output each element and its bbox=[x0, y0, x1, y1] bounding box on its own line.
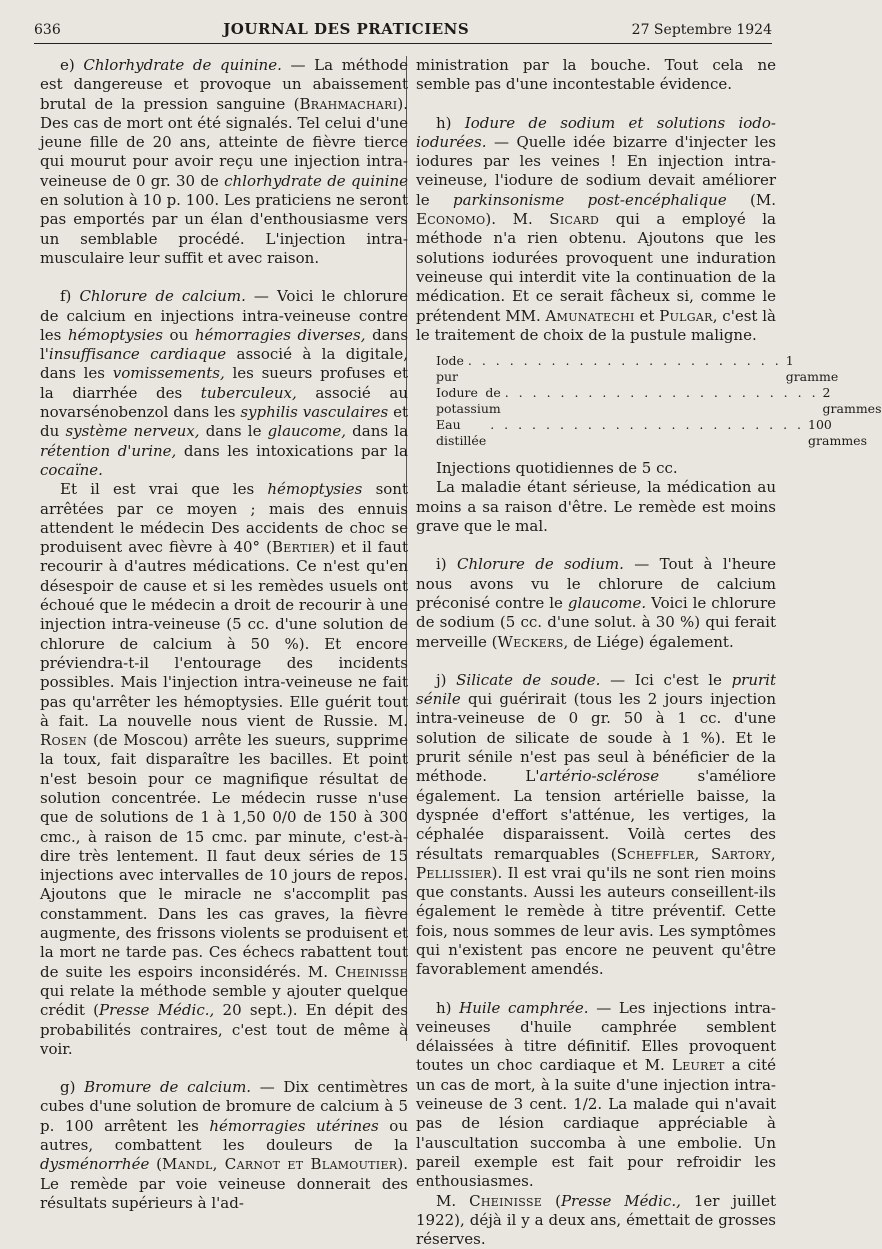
section-title: Chlorure de sodium. bbox=[457, 555, 624, 574]
text: dans l' bbox=[40, 325, 409, 364]
text: ou bbox=[162, 325, 195, 344]
term: glaucome, bbox=[267, 422, 346, 441]
section-label: h) bbox=[436, 998, 460, 1017]
section-label: i) bbox=[436, 555, 458, 574]
author-name: Rosen bbox=[40, 731, 88, 750]
term: insuffisance cardiaque bbox=[48, 345, 227, 364]
section-label: h) bbox=[436, 113, 465, 132]
author-name: Bertier bbox=[271, 538, 330, 557]
section-g bbox=[40, 1078, 408, 1213]
text: ). Des cas de mort ont été signalés. Tel celui d'une jeune fille de 20 ans, atteinte de fièvre tierce qui mourut pour avoir reçu une injection intra-veineuse de 0 gr. 30 de bbox=[40, 94, 408, 190]
text: — Voici le chlorure de calcium en injections intra-veineuse contre les bbox=[40, 287, 408, 344]
comment-paragraph: La maladie étant sérieuse, la médication au moins a sa raison d'être. Le remède est moins grave que le mal. bbox=[416, 478, 776, 536]
author-name: Weckers bbox=[497, 632, 564, 651]
drug-name: chlorhydrate de quinine bbox=[224, 171, 409, 190]
section-h-iodure bbox=[416, 114, 776, 346]
journal-reference: Presse Médic., bbox=[99, 1001, 215, 1020]
term: tuberculeux, bbox=[200, 383, 297, 402]
text: , de Liége) également. bbox=[563, 632, 734, 651]
issue-date: 27 Septembre 1924 bbox=[631, 22, 772, 38]
header-rule bbox=[34, 43, 772, 44]
author-name: Cheinisse bbox=[334, 962, 408, 981]
right-column bbox=[416, 56, 882, 1249]
left-column bbox=[40, 56, 408, 1213]
author-name: Scheffler, Sartory, Pellissier bbox=[416, 844, 776, 882]
text: (de Moscou) arrête les sueurs, supprime la toux, fait disparaître les bacilles. Et point n'est besoin pour ce magnifique résultat de solution concentrée. Le médecin russe n'use que de solutions de 1 à 1,50 0/0 de 150 à 300 cmc., à raison de 15 cmc. par minute, c'est-à-dire très lentement. Il faut deux séries de 15 injections avec intervalles de 10 jours de repos. Ajoutons que le miracle ne s'accomplit pas constamment. Dans les cas graves, la fièvre augmente, des frissons violents se produisent et la mort ne tarde pas. Ces échecs rabattent tout de suite les espoirs inconsidérés. M. bbox=[40, 731, 408, 981]
section-label: e) bbox=[60, 56, 84, 74]
term: hémoptysies bbox=[67, 325, 163, 344]
leader-dots: . . . . . . . . . . . . . . . . . . . . . . . bbox=[490, 417, 805, 433]
section-g-continued: ministration par la bouche. Tout cela ne semble pas d'une incontestable évidence. bbox=[416, 56, 776, 94]
text: qui guérirait (tous les 2 jours injection intra-veineuse de 0 gr. 50 à 1 cc. d'une solution de silicate de soude à 1 %). Et le prurit sénile n'est pas seul à bénéficier de la méthode. L' bbox=[416, 690, 776, 786]
text: ( bbox=[149, 1155, 163, 1174]
section-title: Huile camphrée. bbox=[459, 998, 589, 1017]
leader-dots: . . . . . . . . . . . . . . . . . . . . . . . bbox=[504, 385, 819, 401]
section-f-paragraph-2 bbox=[40, 480, 408, 1059]
text: ou autres, combattent les douleurs de la bbox=[40, 1116, 408, 1155]
text: a cité un cas de mort, à la suite d'une injection intra-veineuse de 3 cent. 1/2. La malade qui n'avait pas de lésion cardiaque appréciable à l'auscultation succomba à une embolie. Un pareil exemple est fait pour refroidir les enthousiasmes. bbox=[416, 1056, 776, 1191]
text: et bbox=[634, 306, 660, 325]
author-name: Sicard bbox=[549, 210, 600, 229]
term: cocaïne. bbox=[40, 460, 103, 479]
text: — Ici c'est le bbox=[600, 670, 732, 689]
author-name: Mandl, Carnot et Blamoutier bbox=[162, 1155, 398, 1174]
ingredient-quantity: 1 gramme bbox=[785, 353, 839, 385]
text: s'améliore également. La tension artérielle baisse, la dyspnée d'effort s'atténue, les vertiges, la céphalée disparaissent. Voilà certes des résultats remarquables ( bbox=[416, 767, 776, 863]
text: Et il est vrai que les bbox=[60, 480, 268, 499]
text: ) et il faut recourir à d'autres médications. Ce n'est qu'en désespoir de cause et si les remèdes usuels ont échoué que le médecin a droit de recourir à une injection intra-veineuse (5 cc. d'une solution de chlorure de calcium à 50 %). Et encore préviendra-t-il l'entourage des incidents possibles. Mais l'injection intra-veineuse ne fait pas qu'arrêter les hémoptysies. Elle guérit tout à fait. La nouvelle nous vient de Russie. M. bbox=[40, 538, 408, 730]
term: rétention d'urine, bbox=[40, 441, 177, 460]
text: ( bbox=[542, 1191, 561, 1210]
text: sont arrêtées par ce moyen ; mais des ennuis attendent le médecin Des accidents de choc se produisent avec fièvre à 40° ( bbox=[40, 480, 408, 557]
formula-row bbox=[436, 385, 882, 417]
text: et du bbox=[40, 403, 408, 441]
ingredient-name: Eau distillée bbox=[436, 417, 487, 449]
term: hémorragies diverses, bbox=[194, 325, 366, 344]
section-title: Iodure de sodium et solutions iodo-iodurées. bbox=[416, 113, 776, 151]
text: associé au novarsénobenzol dans les bbox=[40, 383, 408, 422]
author-name: Economo bbox=[416, 210, 486, 229]
ingredient-quantity: 100 grammes bbox=[808, 417, 867, 449]
section-h-huile bbox=[416, 999, 776, 1192]
text: — La méthode est dangereuse et provoque un abaissement brutal de la pression sanguine ( bbox=[40, 56, 408, 113]
text: — Quelle idée bizarre d'injecter les iodures par les veines ! En injection intra-veineuse, l'iodure de sodium devait améliorer le bbox=[416, 132, 776, 209]
section-title: Bromure de calcium. bbox=[84, 1078, 252, 1097]
author-name: Pulgar bbox=[659, 306, 713, 325]
text: M. bbox=[436, 1191, 470, 1210]
text: Voici le chlorure de sodium (5 cc. d'une solut. à 30 %) qui ferait merveille ( bbox=[416, 593, 776, 651]
author-name: Amunatechi bbox=[545, 306, 635, 325]
text: ). Il est vrai qu'ils ne sont rien moins que constants. Aussi les auteurs conseillent-ils également le remède à titre préventif. Cette fois, nous sommes de leur avis. Les symptômes qui n'existent pas encore ne peuvent qu'être favorablement amendés. bbox=[416, 863, 776, 979]
text: qui a employé la méthode n'a rien obtenu. Ajoutons que les solutions iodurées provoquent une induration veineuse qui interdit vite la continuation de la médication. Et ce serait fâcheux si, comme le prétendent MM. bbox=[416, 210, 776, 325]
term: dysménorrhée bbox=[40, 1155, 150, 1174]
section-f bbox=[40, 287, 408, 480]
text: dans le bbox=[199, 422, 268, 441]
text: associé à la digitale, dans les bbox=[40, 345, 408, 383]
text: , c'est là le traitement de choix de la pustule maligne. bbox=[416, 306, 776, 344]
section-label: j) bbox=[436, 670, 457, 689]
term: artério-sclérose bbox=[539, 767, 660, 786]
author-name: Leuret bbox=[671, 1056, 725, 1075]
ingredient-name: Iodure de potassium bbox=[436, 385, 501, 417]
text: (M. bbox=[726, 190, 776, 209]
section-title: Silicate de soude. bbox=[456, 670, 601, 689]
ingredient-quantity: 2 grammes bbox=[822, 385, 882, 417]
section-title: Chlorhydrate de quinine. bbox=[83, 56, 282, 74]
text: en solution à 10 p. 100. Les praticiens ne seront pas emportés par un élan d'enthousiasme vers un semblable procédé. L'injection intra-musculaire leur suffit et avec raison. bbox=[40, 191, 408, 267]
section-i bbox=[416, 555, 776, 651]
text: — Dix centimètres cubes d'une solution de bromure de calcium à 5 p. 100 arrêtent les bbox=[40, 1078, 408, 1135]
formula-row bbox=[436, 417, 867, 449]
section-e bbox=[40, 56, 408, 268]
text: — Tout à l'heure nous avons vu le chlorure de calcium préconisé contre le bbox=[416, 555, 777, 612]
term: vomissements, bbox=[112, 364, 225, 383]
dosage-note: Injections quotidiennes de 5 cc. bbox=[436, 459, 678, 478]
term: hémorragies utérines bbox=[209, 1116, 379, 1135]
author-name: Cheinisse bbox=[469, 1191, 543, 1210]
author-name: Brahmachari bbox=[299, 94, 398, 113]
text: dans la bbox=[345, 422, 409, 441]
text: dans les intoxications par la bbox=[176, 441, 408, 460]
formula-table bbox=[436, 353, 882, 449]
text: ). M. bbox=[485, 210, 550, 229]
text: les sueurs profuses et la diarrhée des bbox=[40, 364, 408, 402]
text: 20 sept.). En dépit des probabilités contraires, c'est tout de même à voir. bbox=[40, 1001, 408, 1058]
section-label: f) bbox=[60, 287, 80, 306]
term: glaucome. bbox=[567, 593, 647, 612]
section-h-huile-paragraph-2 bbox=[416, 1192, 776, 1249]
term: syphilis vasculaires bbox=[240, 403, 389, 422]
term: parkinsonisme post-encéphalique bbox=[452, 190, 727, 209]
ingredient-name: Iode pur bbox=[436, 353, 464, 385]
term: prurit sénile bbox=[416, 670, 776, 709]
section-j bbox=[416, 671, 776, 980]
page-number: 636 bbox=[34, 22, 61, 38]
journal-reference: Presse Médic., bbox=[560, 1191, 681, 1210]
journal-title: JOURNAL DES PRATICIENS bbox=[223, 20, 470, 38]
text: 1er juillet 1922), déjà il y a deux ans, émettait de grosses réserves. bbox=[416, 1191, 776, 1249]
term: hémoptysies bbox=[267, 480, 363, 499]
running-header bbox=[34, 20, 772, 42]
section-label: g) bbox=[60, 1078, 85, 1097]
text: ). Le remède par voie veineuse donnerait des résultats supérieurs à l'ad- bbox=[40, 1155, 408, 1212]
formula-row bbox=[436, 353, 839, 385]
term: système nerveux, bbox=[65, 422, 200, 441]
text: qui relate la méthode semble y ajouter quelque crédit ( bbox=[40, 981, 408, 1020]
text: — Les injections intra-veineuses d'huile camphrée semblent délaissées à titre définitif. Elles provoquent toutes un choc cardiaque et M. bbox=[416, 998, 776, 1075]
section-title: Chlorure de calcium. bbox=[79, 287, 246, 306]
leader-dots: . . . . . . . . . . . . . . . . . . . . . . . bbox=[467, 353, 782, 369]
